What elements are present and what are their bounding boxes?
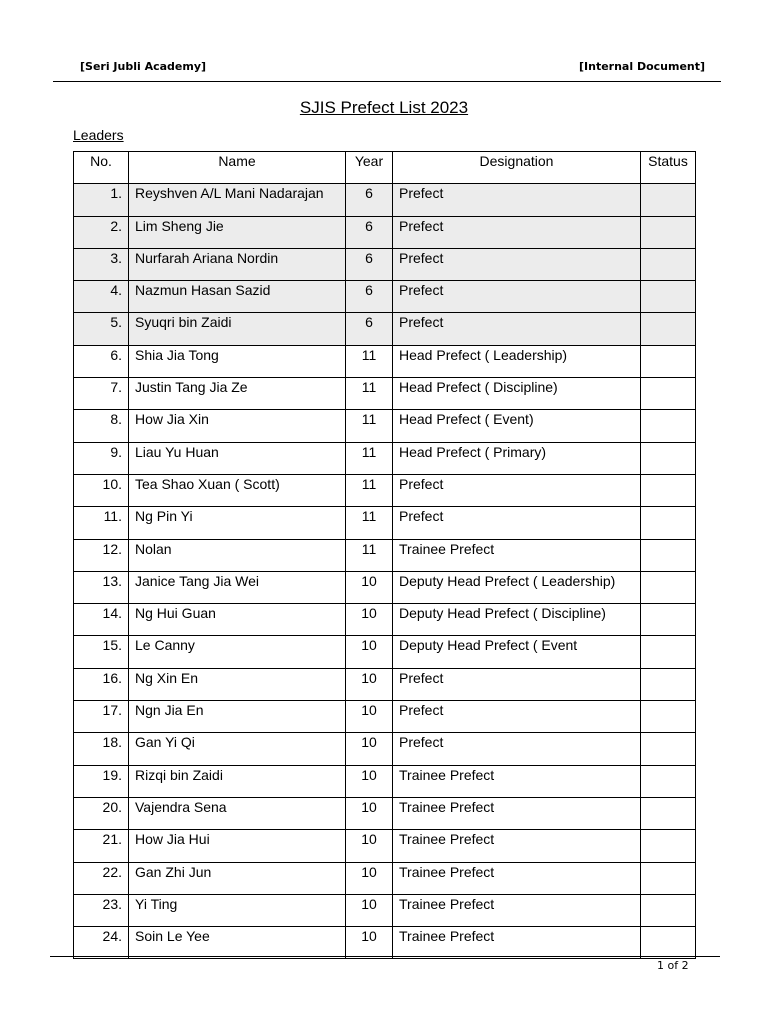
- prefect-status: [641, 216, 696, 248]
- prefect-year: 6: [346, 184, 393, 216]
- prefect-designation: Trainee Prefect: [393, 830, 641, 862]
- prefect-designation: Deputy Head Prefect ( Leadership): [393, 571, 641, 603]
- prefect-name: Syuqri bin Zaidi: [129, 313, 346, 345]
- prefect-status: [641, 797, 696, 829]
- row-number: 6.: [74, 345, 129, 377]
- prefect-designation: Prefect: [393, 701, 641, 733]
- table-row: [74, 830, 696, 862]
- prefect-status: [641, 507, 696, 539]
- table-row: [74, 507, 696, 539]
- prefect-name: Nurfarah Ariana Nordin: [129, 248, 346, 280]
- prefect-designation: Trainee Prefect: [393, 539, 641, 571]
- prefect-name: Rizqi bin Zaidi: [129, 765, 346, 797]
- row-number: 10.: [74, 474, 129, 506]
- footer-divider: [50, 956, 720, 957]
- page-number: 1 of 2: [657, 959, 689, 972]
- prefect-name: Tea Shao Xuan ( Scott): [129, 474, 346, 506]
- row-number: 4.: [74, 281, 129, 313]
- table-row: [74, 216, 696, 248]
- column-header-status: Status: [641, 152, 696, 184]
- row-number: 24.: [74, 927, 129, 959]
- prefect-designation: Prefect: [393, 216, 641, 248]
- table-header-row: [74, 152, 696, 184]
- prefect-year: 11: [346, 378, 393, 410]
- prefect-year: 10: [346, 765, 393, 797]
- prefect-year: 11: [346, 507, 393, 539]
- table-row: [74, 571, 696, 603]
- prefect-status: [641, 248, 696, 280]
- prefect-status: [641, 701, 696, 733]
- table-row: [74, 701, 696, 733]
- prefect-status: [641, 184, 696, 216]
- prefect-designation: Prefect: [393, 184, 641, 216]
- prefect-name: How Jia Xin: [129, 410, 346, 442]
- prefect-designation: Prefect: [393, 313, 641, 345]
- prefect-status: [641, 765, 696, 797]
- prefect-name: Reyshven A/L Mani Nadarajan: [129, 184, 346, 216]
- prefect-table: [73, 151, 696, 959]
- prefect-name: Ngn Jia En: [129, 701, 346, 733]
- prefect-designation: Head Prefect ( Discipline): [393, 378, 641, 410]
- row-number: 21.: [74, 830, 129, 862]
- table-row: [74, 442, 696, 474]
- prefect-status: [641, 862, 696, 894]
- table-row: [74, 474, 696, 506]
- prefect-name: Nazmun Hasan Sazid: [129, 281, 346, 313]
- table-row: [74, 604, 696, 636]
- row-number: 17.: [74, 701, 129, 733]
- row-number: 7.: [74, 378, 129, 410]
- prefect-year: 10: [346, 830, 393, 862]
- row-number: 12.: [74, 539, 129, 571]
- column-header-year: Year: [346, 152, 393, 184]
- table-row: [74, 313, 696, 345]
- column-header-designation: Designation: [393, 152, 641, 184]
- section-label: Leaders: [73, 127, 124, 143]
- row-number: 1.: [74, 184, 129, 216]
- table-row: [74, 539, 696, 571]
- prefect-name: Liau Yu Huan: [129, 442, 346, 474]
- row-number: 15.: [74, 636, 129, 668]
- row-number: 2.: [74, 216, 129, 248]
- prefect-designation: Head Prefect ( Event): [393, 410, 641, 442]
- prefect-status: [641, 668, 696, 700]
- prefect-year: 6: [346, 248, 393, 280]
- prefect-year: 10: [346, 733, 393, 765]
- prefect-designation: Deputy Head Prefect ( Event: [393, 636, 641, 668]
- row-number: 9.: [74, 442, 129, 474]
- row-number: 8.: [74, 410, 129, 442]
- prefect-designation: Deputy Head Prefect ( Discipline): [393, 604, 641, 636]
- prefect-status: [641, 313, 696, 345]
- prefect-status: [641, 733, 696, 765]
- prefect-year: 10: [346, 701, 393, 733]
- prefect-year: 10: [346, 862, 393, 894]
- prefect-name: Le Canny: [129, 636, 346, 668]
- row-number: 20.: [74, 797, 129, 829]
- prefect-year: 11: [346, 410, 393, 442]
- row-number: 16.: [74, 668, 129, 700]
- row-number: 18.: [74, 733, 129, 765]
- prefect-designation: Prefect: [393, 668, 641, 700]
- prefect-name: Ng Hui Guan: [129, 604, 346, 636]
- prefect-status: [641, 927, 696, 959]
- prefect-year: 11: [346, 474, 393, 506]
- prefect-designation: Prefect: [393, 733, 641, 765]
- prefect-status: [641, 571, 696, 603]
- prefect-year: 11: [346, 442, 393, 474]
- prefect-year: 11: [346, 539, 393, 571]
- prefect-status: [641, 345, 696, 377]
- header-doc-type: [Internal Document]: [579, 60, 706, 73]
- prefect-year: 6: [346, 216, 393, 248]
- prefect-year: 10: [346, 797, 393, 829]
- prefect-status: [641, 830, 696, 862]
- prefect-designation: Head Prefect ( Primary): [393, 442, 641, 474]
- row-number: 11.: [74, 507, 129, 539]
- prefect-name: Justin Tang Jia Ze: [129, 378, 346, 410]
- table-row: [74, 410, 696, 442]
- prefect-year: 10: [346, 636, 393, 668]
- prefect-year: 6: [346, 313, 393, 345]
- prefect-name: Ng Pin Yi: [129, 507, 346, 539]
- prefect-name: Gan Zhi Jun: [129, 862, 346, 894]
- prefect-name: Janice Tang Jia Wei: [129, 571, 346, 603]
- prefect-year: 10: [346, 604, 393, 636]
- prefect-status: [641, 604, 696, 636]
- prefect-year: 10: [346, 894, 393, 926]
- prefect-designation: Trainee Prefect: [393, 862, 641, 894]
- table-row: [74, 862, 696, 894]
- row-number: 14.: [74, 604, 129, 636]
- header-school-name: [Seri Jubli Academy]: [80, 60, 207, 73]
- prefect-status: [641, 894, 696, 926]
- prefect-status: [641, 636, 696, 668]
- table-row: [74, 894, 696, 926]
- prefect-status: [641, 410, 696, 442]
- row-number: 3.: [74, 248, 129, 280]
- prefect-name: Shia Jia Tong: [129, 345, 346, 377]
- prefect-status: [641, 539, 696, 571]
- prefect-status: [641, 474, 696, 506]
- table-row: [74, 378, 696, 410]
- table-row: [74, 184, 696, 216]
- row-number: 19.: [74, 765, 129, 797]
- prefect-name: Lim Sheng Jie: [129, 216, 346, 248]
- row-number: 22.: [74, 862, 129, 894]
- prefect-designation: Prefect: [393, 281, 641, 313]
- prefect-name: Ng Xin En: [129, 668, 346, 700]
- row-number: 23.: [74, 894, 129, 926]
- prefect-status: [641, 442, 696, 474]
- table-row: [74, 927, 696, 959]
- table-row: [74, 636, 696, 668]
- table-row: [74, 765, 696, 797]
- prefect-designation: Trainee Prefect: [393, 765, 641, 797]
- prefect-designation: Prefect: [393, 507, 641, 539]
- prefect-name: Soin Le Yee: [129, 927, 346, 959]
- column-header-name: Name: [129, 152, 346, 184]
- table-row: [74, 345, 696, 377]
- table-row: [74, 248, 696, 280]
- prefect-designation: Prefect: [393, 248, 641, 280]
- prefect-designation: Trainee Prefect: [393, 927, 641, 959]
- prefect-status: [641, 281, 696, 313]
- prefect-designation: Trainee Prefect: [393, 894, 641, 926]
- prefect-designation: Head Prefect ( Leadership): [393, 345, 641, 377]
- table-body: [74, 184, 696, 959]
- prefect-designation: Trainee Prefect: [393, 797, 641, 829]
- table-row: [74, 281, 696, 313]
- row-number: 5.: [74, 313, 129, 345]
- page-title: SJIS Prefect List 2023: [299, 98, 469, 117]
- prefect-year: 10: [346, 927, 393, 959]
- prefect-name: Gan Yi Qi: [129, 733, 346, 765]
- table-row: [74, 797, 696, 829]
- prefect-name: Nolan: [129, 539, 346, 571]
- header-divider: [53, 81, 721, 82]
- table-row: [74, 668, 696, 700]
- prefect-year: 11: [346, 345, 393, 377]
- prefect-year: 10: [346, 571, 393, 603]
- prefect-name: Vajendra Sena: [129, 797, 346, 829]
- prefect-year: 6: [346, 281, 393, 313]
- prefect-designation: Prefect: [393, 474, 641, 506]
- prefect-status: [641, 378, 696, 410]
- table-row: [74, 733, 696, 765]
- prefect-year: 10: [346, 668, 393, 700]
- prefect-name: How Jia Hui: [129, 830, 346, 862]
- column-header-no: No.: [74, 152, 129, 184]
- prefect-name: Yi Ting: [129, 894, 346, 926]
- row-number: 13.: [74, 571, 129, 603]
